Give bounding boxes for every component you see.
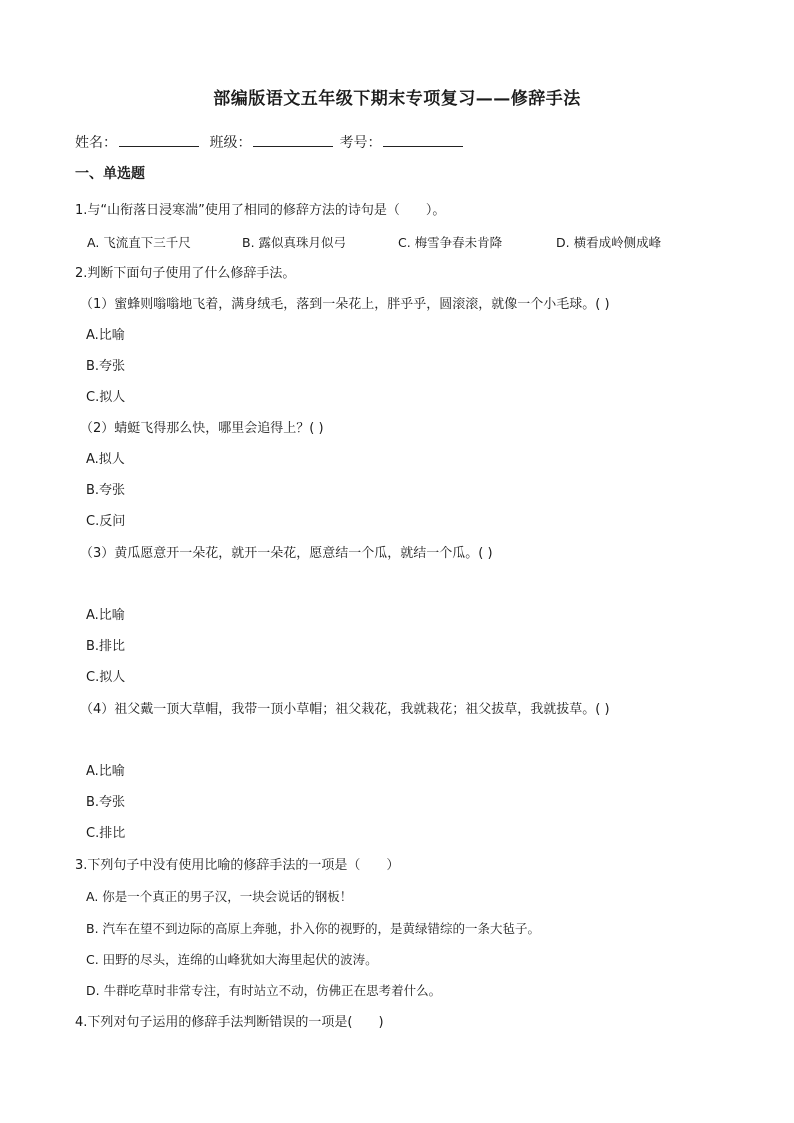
q3-option-d[interactable]: D. 牛群吃草时非常专注，有时站立不动，仿佛正在思考着什么。 [86,983,442,998]
q2-sub-1-option-b[interactable]: B.夸张 [86,359,126,374]
q1-option-c[interactable]: C. 梅雪争春未肯降 [398,235,503,250]
section-heading: 一、单选题 [75,166,145,182]
student-info-line [75,132,469,152]
q1-option-b[interactable]: B. 露似真珠月似弓 [242,235,347,250]
question-3-stem: 3.下列句子中没有使用比喻的修辞手法的一项是（ ） [75,858,400,873]
q2-sub-4-option-b[interactable]: B.夸张 [86,795,126,810]
q2-sub-4-option-c[interactable]: C.排比 [86,826,126,841]
q2-sub-1-option-a[interactable]: A.比喻 [86,328,125,343]
q3-option-a[interactable]: A. 你是一个真正的男子汉，一块会说话的钢板！ [86,889,353,904]
q2-sub-1: （1）蜜蜂则嗡嗡地飞着，满身绒毛，落到一朵花上，胖乎乎，圆滚滚，就像一个小毛球。( ) [80,297,610,312]
q3-option-c[interactable]: C. 田野的尽头，连绵的山峰犹如大海里起伏的波涛。 [86,952,378,967]
question-4-stem: 4.下列对句子运用的修辞手法判断错误的一项是( ) [75,1015,384,1030]
q1-option-a[interactable]: A. 飞流直下三千尺 [87,235,191,250]
question-2-stem: 2.判断下面句子使用了什么修辞手法。 [75,266,296,281]
number-label: 考号： [339,135,382,151]
q2-sub-2-option-b[interactable]: B.夸张 [86,483,126,498]
page-title: 部编版语文五年级下期末专项复习——修辞手法 [213,89,581,109]
class-blank[interactable] [253,132,333,147]
q2-sub-2-option-c[interactable]: C.反问 [86,514,126,529]
q2-sub-3-option-a[interactable]: A.比喻 [86,608,125,623]
name-label: 姓名： [75,135,117,151]
class-label: 班级： [209,135,252,151]
q1-option-d[interactable]: D. 横看成岭侧成峰 [556,235,662,250]
q3-option-b[interactable]: B. 汽车在望不到边际的高原上奔驰，扑入你的视野的，是黄绿错综的一条大毡子。 [86,921,541,936]
name-blank[interactable] [119,132,199,147]
q2-sub-4: （4）祖父戴一顶大草帽，我带一顶小草帽；祖父栽花，我就栽花；祖父拔草，我就拔草。( ) [80,702,610,717]
q2-sub-3: （3）黄瓜愿意开一朵花，就开一朵花，愿意结一个瓜，就结一个瓜。( ) [80,546,493,561]
number-blank[interactable] [383,132,463,147]
question-1-stem: 1.与“山衔落日浸寒湍”使用了相同的修辞方法的诗句是（ ）。 [75,203,446,218]
q2-sub-2-option-a[interactable]: A.拟人 [86,452,125,467]
q2-sub-3-option-c[interactable]: C.拟人 [86,670,126,685]
q2-sub-4-option-a[interactable]: A.比喻 [86,764,125,779]
q2-sub-3-option-b[interactable]: B.排比 [86,639,126,654]
q2-sub-1-option-c[interactable]: C.拟人 [86,390,126,405]
q2-sub-2: （2）蜻蜓飞得那么快，哪里会追得上？( ) [80,421,324,436]
